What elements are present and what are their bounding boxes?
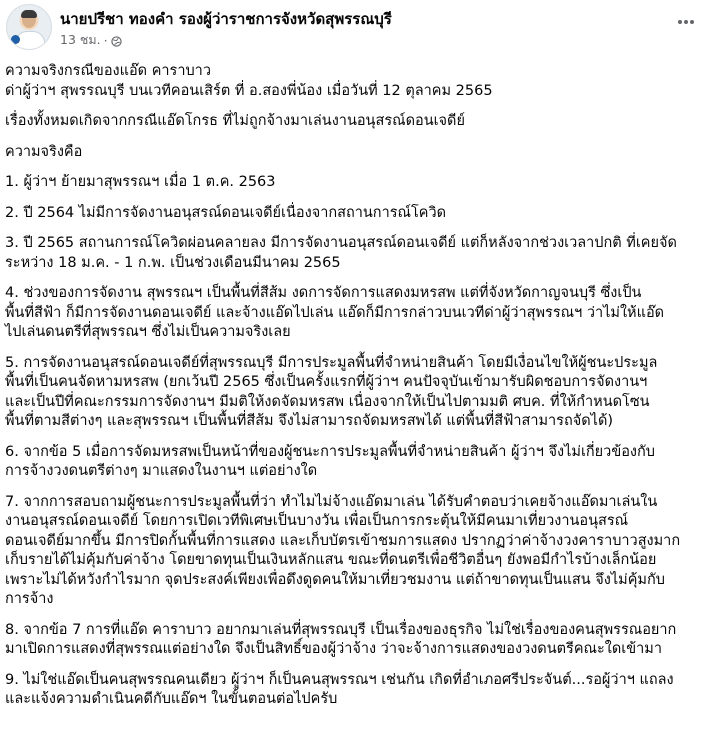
post-paragraph: ความจริงคือ xyxy=(5,143,83,160)
author-name[interactable]: นายปรีชา ทองคำ รองผู้ว่าราชการจังหวัดสุพรรณบุรี xyxy=(60,10,392,28)
globe-icon[interactable] xyxy=(111,35,122,46)
post-text xyxy=(5,62,713,710)
post-paragraph: 7. จากการสอบถามผู้ชนะการประมูลพื้นที่ว่า ทำไมไม่จ้างแอ๊ดมาเล่น ได้รับคำตอบว่าเคยจ้างแอ๊ดมาเล่นใน งานอนุสรณ์ดอนเจดีย์ โดยการเปิดเวทีพิเศษเป็นบางวัน เพื่อเป็นการกระตุ้นให้มีคนมาเที่ยวงานอนุสรณ์ ดอนเจดีย์มากขึ้น มีการปิดกั้นพื้นที่การแสดง และเก็บบัตรเข้าชมการแสดง ปรากฏว่าค่าจ้างวงคาราบาวสูงมาก เก็บรายได้ไม่คุ้มกับค่าจ้าง โดยขาดทุนเป็นเงินหลักแสน ขณะที่ดนตรีเพื่อชีวิตอื่นๆ ยังพอมีกำไรบ้างเล็กน้อย เพราะไม่ได้หวังกำไรมาก จุดประสงค์เพียงเพื่อดึงดูดคนให้มาเที่ยวชมงาน แต่ถ้าขาดทุนเป็นแสน จึงไม่คุ้มกับ การจ้าง xyxy=(5,493,681,607)
post-paragraph: 8. จากข้อ 7 การที่แอ๊ด คาราบาว อยากมาเล่นที่สุพรรณบุรี เป็นเรื่องของธุรกิจ ไม่ใช่เรื่องของคนสุพรรณอยาก มาเปิดการแสดงที่สุพรรณแต่อย่างใด จึงเป็นสิทธิ์ของผู้ว่าจ้าง ว่าจะจ้างการแสดงของวงดนตรีคณะใดเข้ามา xyxy=(5,621,677,657)
post-paragraph: ความจริงกรณีของแอ๊ด คาราบาว ด่าผู้ว่าฯ สุพรรณบุรี บนเวทีคอนเสิร์ต ที่ อ.สองพี่น้อง เมื่อวันที่ 12 ตุลาคม 2565 xyxy=(5,63,493,99)
post-time[interactable]: 13 ชม. xyxy=(60,32,101,47)
post-paragraph: 4. ช่วงของการจัดงาน สุพรรณฯ เป็นพื้นที่สีส้ม งดการจัดการแสดงมหรสพ แต่ที่จังหวัดกาญจนบุรี ซึ่งเป็น พื้นที่สีฟ้า ก็มีการจัดงานดอนเจดีย์ และจ้างแอ๊ดไปเล่น แอ๊ดก็มีการกล่าวบนเวทีด่าผู้ว่าสุพรรณฯ ว่าไม่ให้แอ๊ด ไปเล่นดนตรีที่สุพรรณฯ ซึ่งไม่เป็นความจริงเลย xyxy=(5,285,665,340)
post-paragraph: 2. ปี 2564 ไม่มีการจัดงานอนุสรณ์ดอนเจดีย์เนื่องจากสถานการณ์โควิด xyxy=(5,204,447,221)
meta-separator: · xyxy=(103,32,108,48)
post-paragraph: 5. การจัดงานอนุสรณ์ดอนเจดีย์ที่สุพรรณบุรี มีการประมูลพื้นที่จำหน่ายสินค้า โดยมีเงื่อนไขให้ผู้ชนะประมูล พื้นที่เป็นคนจัดหามหรสพ (ยกเว้นปี 2565 ซึ่งเป็นครั้งแรกที่ผู้ว่าฯ คนปัจจุบันเข้ามารับผิดชอบการจัดงานฯ และเป็นปีที่คณะกรรมการจัดงานฯ มีมติให้งดจัดมหรสพ เนื่องจากให้เป็นไปตามมติ ศบค. ที่ให้กำหนดโซน พื้นที่ตามสีต่างๆ และสุพรรณฯ เป็นพื้นที่สีส้ม จึงไม่สามารถจัดมหรสพได้ แต่พื้นที่สีฟ้าสามารถจัดได้) xyxy=(5,354,658,429)
post-paragraph: เรื่องทั้งหมดเกิดจากกรณีแอ๊ดโกรธ ที่ไม่ถูกจ้างมาเล่นงานอนุสรณ์ดอนเจดีย์ xyxy=(5,113,465,129)
author-avatar[interactable] xyxy=(6,4,52,50)
post-paragraph: 6. จากข้อ 5 เมื่อการจัดมหรสพเป็นหน้าที่ของผู้ชนะการประมูลพื้นที่จำหน่ายสินค้า ผู้ว่าฯ จึงไม่เกี่ยวข้องกับ การจ้างวงดนตรีต่างๆ มาแสดงในงานฯ แต่อย่างใด xyxy=(5,443,656,479)
post-paragraph: 3. ปี 2565 สถานการณ์โควิดผ่อนคลายลง มีการจัดงานอนุสรณ์ดอนเจดีย์ แต่ก็หลังจากช่วงเวลาปกติ ที่เคยจัด ระหว่าง 18 ม.ค. - 1 ก.พ. เป็นช่วงเดือนมีนาคม 2565 xyxy=(5,235,677,271)
post-paragraph: 9. ไม่ใช่แอ๊ดเป็นคนสุพรรณคนเดียว ผู้ว่าฯ ก็เป็นคนสุพรรณฯ เช่นกัน เกิดที่อำเภอศรีประจันต์...รอผู้ว่าฯ แถลง และแจ้งความดำเนินคดีกับแอ๊ดฯ ในขั้นตอนต่อไปครับ xyxy=(5,671,674,707)
post-paragraph: 1. ผู้ว่าฯ ย้ายมาสุพรรณฯ เมื่อ 1 ต.ค. 2563 xyxy=(5,174,276,190)
more-options-icon[interactable] xyxy=(672,10,700,34)
post-meta xyxy=(60,30,122,50)
